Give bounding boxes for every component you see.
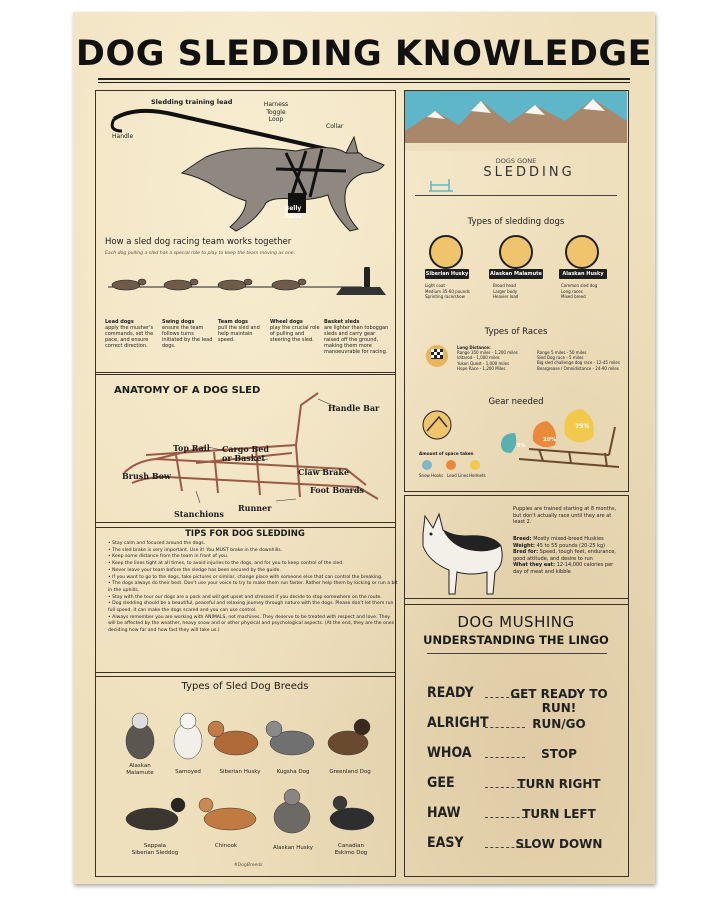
lingo-divider	[427, 653, 607, 654]
role-swing	[162, 319, 214, 349]
gear-percent: 20%	[543, 437, 557, 443]
handle-label: Handle	[112, 133, 134, 140]
breed-caption: Alaskan Malamute	[126, 763, 154, 776]
page-title: DOG SLEDDING KNOWLEDGE	[75, 34, 653, 74]
types-heading: Types of sledding dogs	[467, 217, 565, 227]
part-stanchions: Stanchions	[174, 509, 224, 519]
harness-dog-illustration	[96, 91, 394, 241]
tips-panel	[95, 522, 396, 677]
gear-percent: 75%	[575, 423, 590, 430]
meaning-alright: RUN/GO	[532, 717, 586, 731]
type-facts: Broad head Larger body Heavier load	[493, 283, 519, 299]
part-handle-bar: Handle Bar	[328, 403, 380, 413]
husky-intro: Puppies are trained starting at 8 months, but don't actually race until they are at least 2.	[513, 506, 617, 525]
tip-item: • Never leave your team before the sledge has been secured by the guide.	[108, 567, 281, 573]
lingo-panel	[404, 598, 629, 877]
breeds-signature: #DogBreeds	[234, 863, 263, 868]
breed-caption: Kugsha Dog	[276, 769, 310, 775]
role-team-text: pull the sled and help maintain speed.	[218, 325, 260, 343]
role-swing-text: ensure the team follows turns initiated by the lead dogs.	[162, 325, 213, 349]
part-cargo-bed: Cargo Bed or Basket	[222, 444, 269, 463]
tip-item: • Stay calm and focused around the dogs.	[108, 541, 206, 546]
tip-item: • The sled brake is very important. Use it! You MUST brake in the downhills.	[108, 547, 283, 553]
title-rule-bottom	[98, 82, 630, 83]
team-heading: How a sled dog racing team works together	[105, 237, 292, 247]
gear-caption: Amount of space taken	[419, 451, 474, 456]
husky-illustration	[409, 506, 509, 598]
tip-item: • Dog sledding should be a beautiful, peaceful and relaxing journey through nature with the dogs. Please don't let them run full speed, it can make the dogs scared and you can use control.	[108, 601, 394, 614]
harness-loop-label: Harness Toggle Loop	[263, 101, 289, 123]
sled-icon	[427, 175, 457, 195]
tip-item: • Stay with the tour our dogs are a pack and will get upset and stressed if you decide to stop somewhere on the route.	[108, 594, 382, 600]
gear-item: Snow Hooks	[419, 473, 444, 478]
breed-caption: Alaskan Husky	[273, 845, 313, 851]
cmd-gee: GEE	[427, 775, 455, 791]
gone-big: SLEDDING	[483, 165, 575, 180]
divider	[415, 195, 617, 196]
alaskan-malamute-icon	[499, 235, 533, 269]
breed-caption: Seppala Siberian Sleddog	[131, 843, 179, 856]
role-basket-text: are lighter than toboggan sleds and carry gear raised off the ground, making them more manoeuvrable for racing.	[324, 325, 389, 355]
siberian-husky-icon	[429, 235, 463, 269]
breeds-heading: Types of Sled Dog Breeds	[181, 681, 309, 692]
tip-item: • Keep the lines tight at all times, to avoid injuries to the dogs, and for you to keep control of the sled.	[108, 561, 344, 567]
breed-caption: Greenland Dog	[329, 769, 371, 775]
cmd-alright: ALRIGHT	[427, 715, 489, 731]
role-wheel-text: play the crucial role of pulling and steering the sled.	[270, 325, 320, 343]
breed-caption: Chinook	[214, 843, 238, 849]
type-chip: Alaskan Husky	[559, 269, 607, 279]
role-swing-name: Swing dogs	[162, 319, 195, 325]
gear-item: Helmets	[469, 473, 486, 478]
tips-heading: TIPS FOR DOG SLEDDING	[185, 529, 305, 539]
anatomy-panel	[95, 372, 396, 528]
tip-item: • The dogs always do their best. Don't use your voice to try to make them run faster. Rather help them by kicking or run a bit in the uphills.	[108, 581, 398, 593]
breed-caption: Siberian Husky	[219, 769, 261, 775]
tips-list	[102, 541, 398, 635]
role-team	[218, 319, 266, 343]
meaning-whoa: STOP	[541, 747, 577, 761]
meaning-gee: TURN RIGHT	[517, 777, 601, 791]
role-lead-name: Lead dogs	[105, 319, 134, 325]
breed-caption: Samoyed	[175, 769, 201, 775]
anatomy-heading: ANATOMY OF A DOG SLED	[114, 385, 261, 396]
cmd-whoa: WHOA	[427, 745, 472, 761]
lead-label: Sledding training lead	[151, 98, 233, 106]
part-foot-boards: Foot Boards	[310, 485, 364, 495]
lingo-subtitle: UNDERSTANDING THE LINGO	[423, 633, 609, 647]
tip-item: • If you want to go to the dogs, take pictures or similar, change place with someone else that can control the breaking.	[108, 574, 383, 580]
flag-icon	[423, 343, 453, 369]
tip-item: • Keep some distance from the team in front of you.	[108, 554, 229, 560]
cmd-haw: HAW	[427, 805, 461, 821]
meaning-haw: TURN LEFT	[522, 807, 596, 821]
team-subheading: Each dog pulling a sled has a special role to play to keep the team moving as one.	[105, 251, 296, 256]
role-team-name: Team dogs	[218, 319, 249, 325]
part-runner: Runner	[238, 503, 272, 513]
part-claw-brake: Claw Brake	[298, 467, 350, 477]
mountain-banner	[405, 91, 627, 151]
gear-heading: Gear needed	[488, 397, 544, 407]
lingo-title: DOG MUSHING	[457, 613, 575, 631]
meaning-easy: SLOW DOWN	[515, 837, 603, 851]
cmd-ready: READY	[427, 685, 474, 701]
poster	[73, 12, 655, 884]
harness-panel	[95, 90, 396, 375]
collar-label: Collar	[326, 123, 344, 130]
role-wheel-name: Wheel dogs	[270, 319, 303, 325]
breed-caption: Canadian Eskimo Dog	[334, 843, 368, 856]
type-chip: Siberian Husky	[425, 271, 469, 277]
meaning-ready: GET READY TO RUN!	[510, 687, 608, 715]
tip-item: • Always remember you are working with ANIMALS, not machines. They deserve to be treated with respect and love. They will be affected by the weather, heavy snow and or other physical and psychological aspects. (At the end, they are the ones deciding how far and how fast they will take us.)	[108, 614, 395, 634]
husky-facts: Breed: Mostly mixed-breed Huskies Weight: 45 to 55 pounds (20-25 kg) Bred for: Speed, tough feet, endurance, good attitude, and desire to run What they eat: 12-14,000 calories per day of meat and kibble	[513, 536, 616, 575]
races-heading: Types of Races	[484, 327, 548, 337]
gear-percent: 5%	[517, 443, 526, 449]
races-left: Long Distance: Range 350 miles - 1,200 miles Iditarod - 1,000 miles Yukon Quest - 1,000 miles Hope Race - 1,200 Miles	[457, 345, 518, 371]
races-right: Range 5 miles - 50 miles Sled Dog race - 5 miles Big sled challenge dog race - 12-45 miles Beargrease / Omnidistance - 24-90 miles	[537, 350, 620, 371]
husky-panel	[404, 495, 629, 605]
part-top-rail: Top Rail	[173, 443, 210, 453]
role-wheel	[270, 319, 320, 343]
role-lead-text: apply the musher's commands, set the pace, and ensure correct direction.	[105, 325, 154, 349]
type-facts: Light coat Medium 35-60 pounds Sprinting race/show	[425, 283, 470, 299]
team-line-illustration	[104, 267, 394, 307]
part-brush-bow: Brush Bow	[122, 471, 171, 481]
cmd-easy: EASY	[427, 835, 464, 851]
breeds-panel	[95, 672, 396, 877]
belly-band-label: Belly Band	[284, 205, 302, 220]
role-basket-name: Basket sleds	[324, 319, 360, 325]
type-facts: Common sled dog Long races Mixed breed	[561, 283, 598, 299]
sledding-info-panel	[404, 90, 629, 492]
type-chip: Alaskan Malamute	[490, 271, 542, 277]
role-lead	[105, 319, 160, 349]
alaskan-husky-icon	[565, 235, 599, 269]
gone-small: DOGS GONE	[495, 157, 537, 165]
role-basket	[324, 319, 390, 355]
title-rule-top	[98, 78, 630, 80]
gear-item: Lead Lines	[447, 473, 469, 478]
